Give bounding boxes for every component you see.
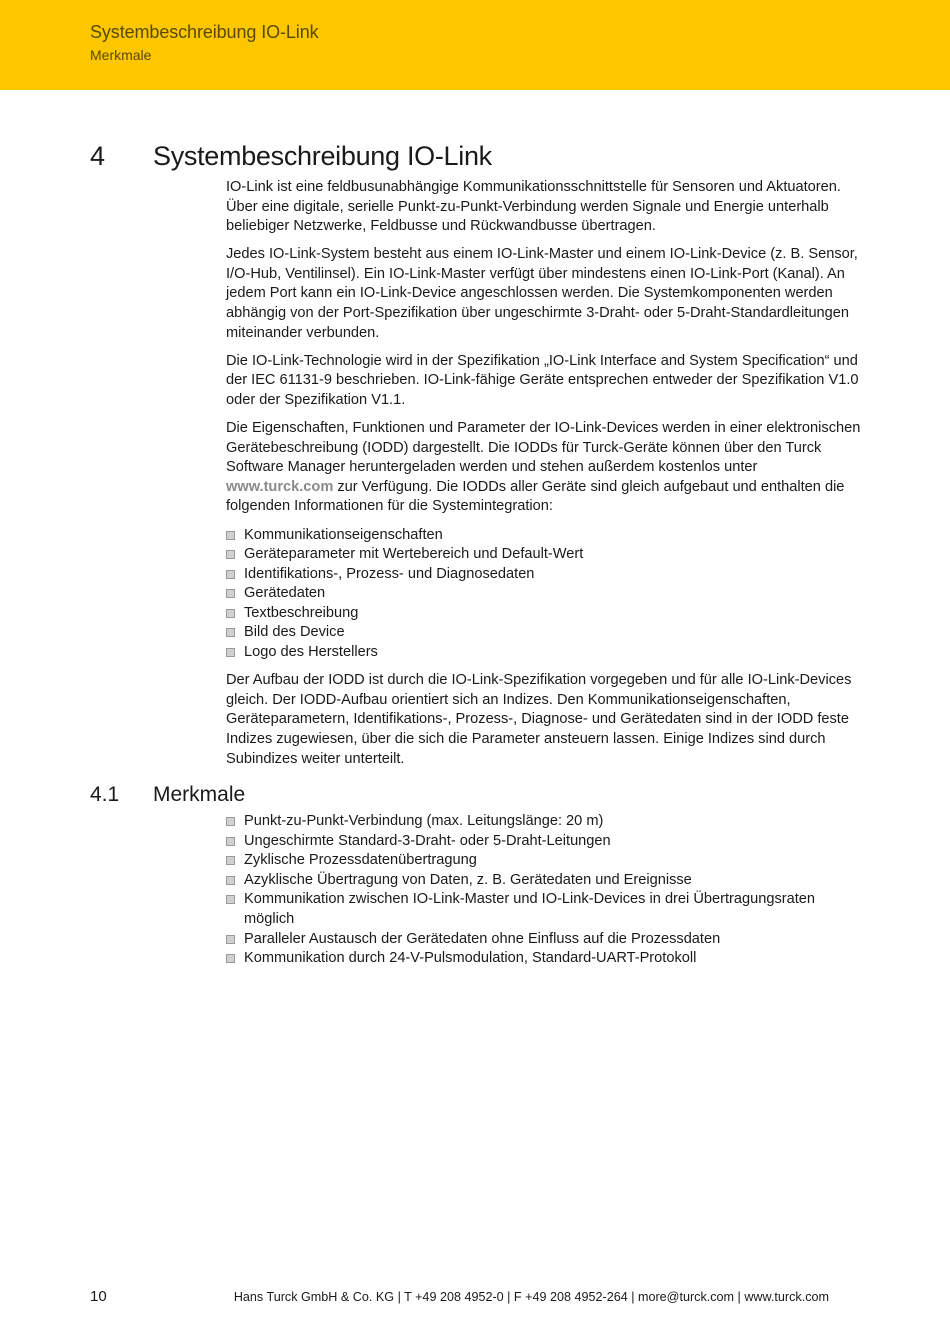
list-item: Bild des Device (226, 623, 862, 643)
subsection-number: 4.1 (90, 783, 120, 806)
header-subtitle: Merkmale (90, 47, 152, 63)
paragraph: Die IO-Link-Technologie wird in der Spezifikation „IO-Link Interface and System Specification“ und der IEC 61131-9 beschrieben. IO-Link-fähige Geräte entsprechen entweder der Spezifikation V1.0 oder der Spezifikation V1.1. (226, 352, 859, 408)
footer-contact: Hans Turck GmbH & Co. KG | T +49 208 4952-0 | F +49 208 4952-264 | more@turck.com | www.turck.com (233, 1290, 829, 1304)
list-item: Textbeschreibung (226, 604, 862, 624)
square-bullet-icon (226, 648, 235, 657)
square-bullet-icon (226, 935, 235, 944)
list-item: Paralleler Austausch der Gerätedaten ohne Einfluss auf die Prozessdaten (226, 930, 862, 950)
iodd-paragraph (226, 419, 862, 517)
list-item: Logo des Herstellers (226, 643, 862, 663)
subsection-title: Merkmale (153, 783, 246, 806)
list-item: Punkt-zu-Punkt-Verbindung (max. Leitungslänge: 20 m) (226, 812, 862, 832)
square-bullet-icon (226, 628, 235, 637)
list-item: Zyklische Prozessdatenübertragung (226, 851, 862, 871)
square-bullet-icon (226, 531, 235, 540)
square-bullet-icon (226, 817, 235, 826)
paragraph: Jedes IO-Link-System besteht aus einem IO-Link-Master und einem IO-Link-Device (z. B. Sensor, I/O-Hub, Ventilinsel). Ein IO-Link-Master verfügt über mindestens einen IO-Link-Port (Kanal). An jedem Port kann ein IO-Link-Device angeschlossen werden. Die Systemkomponenten werden abhängig von der Port-Spezifikation über ungeschirmte 3-Draht- oder 5-Draht-Standardleitungen miteinander verbunden. (226, 246, 858, 341)
list-item: Kommunikationseigenschaften (226, 526, 862, 546)
paragraph-text: zur Verfügung. Die IODDs aller Geräte sind gleich aufgebaut und enthalten die folgenden Informationen für die Systemintegration: (226, 478, 845, 515)
header-title: Systembeschreibung IO-Link (90, 22, 319, 42)
paragraph: IO-Link ist eine feldbusunabhängige Kommunikationsschnittstelle für Sensoren und Aktuatoren. Über eine digitale, serielle Punkt-zu-Punkt-Verbindung werden Signale und Energie unterhalb beliebiger Netzwerke, Feldbusse und Rückwandbusse übertragen. (226, 179, 841, 235)
subsection-body (226, 812, 862, 977)
square-bullet-icon (226, 837, 235, 846)
square-bullet-icon (226, 609, 235, 618)
section-number: 4 (90, 141, 105, 171)
list-item: Ungeschirmte Standard-3-Draht- oder 5-Draht-Leitungen (226, 832, 862, 852)
list-item: Kommunikation durch 24-V-Pulsmodulation, Standard-UART-Protokoll (226, 949, 862, 969)
list-item: Identifikations-, Prozess- und Diagnosedaten (226, 565, 862, 585)
section-body (226, 178, 862, 778)
list-item: Geräteparameter mit Wertebereich und Default-Wert (226, 545, 862, 565)
paragraph: Der Aufbau der IODD ist durch die IO-Link-Spezifikation vorgegeben und für alle IO-Link-Devices gleich. Der IODD-Aufbau orientiert sich an Indizes. Den Kommunikationseigenschaften, Geräteparametern, Identifikations-, Prozess-, Diagnose- und Gerätedaten sind in der IODD feste Indizes zugewiesen, über die sich die Parameter ansteuern lassen. Einige Indizes sind durch Subindizes weiter unterteilt. (226, 672, 852, 767)
paragraph-text: Die Eigenschaften, Funktionen und Parameter der IO-Link-Devices werden in einer elektronischen Gerätebeschreibung (IODD) dargestellt. Die IODDs für Turck-Geräte können über den Turck Software Manager heruntergeladen werden und stehen außerdem kostenlos unter (226, 420, 861, 476)
square-bullet-icon (226, 895, 235, 904)
list-item: Gerätedaten (226, 584, 862, 604)
list-item: Kommunikation zwischen IO-Link-Master und IO-Link-Devices in drei Übertragungsraten möglich (226, 890, 844, 929)
square-bullet-icon (226, 550, 235, 559)
header-band (0, 0, 950, 90)
turck-website-link[interactable]: www.turck.com (226, 478, 334, 495)
iodd-content-list (226, 526, 862, 663)
list-item: Azyklische Übertragung von Daten, z. B. Gerätedaten und Ereignisse (226, 871, 862, 891)
square-bullet-icon (226, 570, 235, 579)
square-bullet-icon (226, 856, 235, 865)
features-list (226, 812, 862, 969)
square-bullet-icon (226, 876, 235, 885)
page-number: 10 (90, 1288, 107, 1305)
square-bullet-icon (226, 589, 235, 598)
section-title: Systembeschreibung IO-Link (153, 141, 492, 171)
square-bullet-icon (226, 954, 235, 963)
